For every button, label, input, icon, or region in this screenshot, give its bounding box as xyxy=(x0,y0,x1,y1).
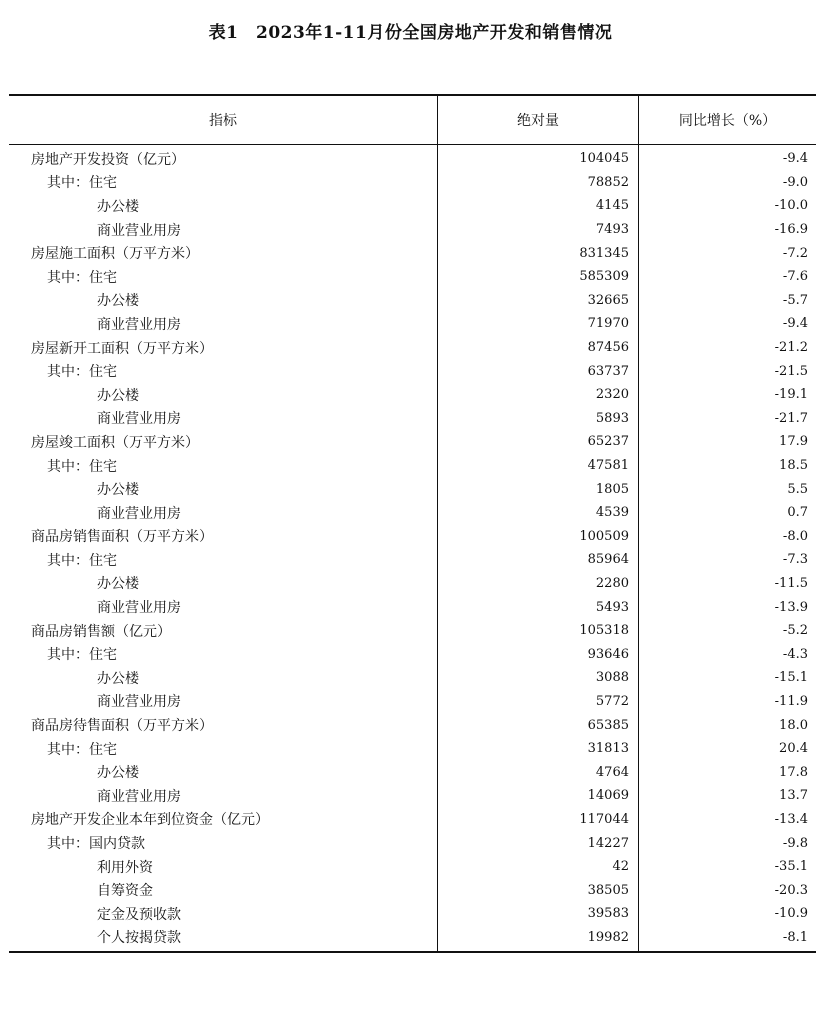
row-label: 办公楼 xyxy=(97,198,139,215)
row-label: 利用外资 xyxy=(97,859,153,876)
row-yoy-change: -11.9 xyxy=(774,693,808,709)
row-absolute-value: 105318 xyxy=(579,623,629,639)
table-row xyxy=(9,878,816,902)
row-label: 商业营业用房 xyxy=(97,316,181,333)
row-label: 自筹资金 xyxy=(97,883,153,900)
row-yoy-change: -11.5 xyxy=(774,575,808,591)
row-label: 办公楼 xyxy=(97,576,139,593)
row-absolute-value: 65237 xyxy=(587,434,629,450)
row-yoy-change: -7.6 xyxy=(782,269,808,285)
header-yoy: 同比增长（%） xyxy=(678,113,777,129)
row-yoy-change: -35.1 xyxy=(774,859,808,875)
table-row xyxy=(9,713,816,737)
row-absolute-value: 4145 xyxy=(595,198,629,214)
row-absolute-value: 4539 xyxy=(595,505,629,521)
table-row xyxy=(9,383,816,407)
row-yoy-change: -21.7 xyxy=(774,410,808,426)
row-label: 其中：住宅 xyxy=(47,458,117,475)
row-absolute-value: 117044 xyxy=(579,811,629,827)
table-row xyxy=(9,147,816,171)
row-label: 办公楼 xyxy=(97,670,139,687)
row-yoy-change: -5.2 xyxy=(782,623,808,639)
row-label: 其中：住宅 xyxy=(47,647,117,664)
row-label: 商业营业用房 xyxy=(97,600,181,617)
row-label: 其中：国内贷款 xyxy=(47,836,145,853)
row-absolute-value: 78852 xyxy=(587,174,629,190)
row-absolute-value: 3088 xyxy=(595,670,629,686)
row-yoy-change: -4.3 xyxy=(782,646,808,662)
table-row xyxy=(9,926,816,950)
row-yoy-change: 0.7 xyxy=(787,505,808,521)
row-yoy-change: 20.4 xyxy=(779,741,808,757)
row-label: 定金及预收款 xyxy=(97,906,181,923)
column-divider xyxy=(437,145,438,951)
row-label: 个人按揭贷款 xyxy=(97,930,181,947)
row-yoy-change: 18.5 xyxy=(779,458,808,474)
row-yoy-change: -9.8 xyxy=(782,835,808,851)
table-row xyxy=(9,737,816,761)
row-yoy-change: -19.1 xyxy=(774,387,808,403)
row-yoy-change: -5.7 xyxy=(782,292,808,308)
row-label: 其中：住宅 xyxy=(47,175,117,192)
row-yoy-change: -21.2 xyxy=(774,340,808,356)
row-yoy-change: 13.7 xyxy=(779,788,808,804)
table-row xyxy=(9,902,816,926)
row-yoy-change: 18.0 xyxy=(779,717,808,733)
row-absolute-value: 1805 xyxy=(595,481,629,497)
row-yoy-change: -10.0 xyxy=(774,198,808,214)
row-yoy-change: -13.9 xyxy=(774,599,808,615)
row-label: 商业营业用房 xyxy=(97,222,181,239)
row-absolute-value: 47581 xyxy=(587,458,629,474)
row-yoy-change: 5.5 xyxy=(787,481,808,497)
table-row xyxy=(9,666,816,690)
row-yoy-change: -15.1 xyxy=(774,670,808,686)
row-label: 房地产开发投资（亿元） xyxy=(31,151,185,168)
table-row xyxy=(9,289,816,313)
row-label: 办公楼 xyxy=(97,765,139,782)
table-row xyxy=(9,595,816,619)
table-row xyxy=(9,336,816,360)
row-label: 商业营业用房 xyxy=(97,411,181,428)
table-row xyxy=(9,784,816,808)
table-body xyxy=(9,145,816,951)
table-row xyxy=(9,548,816,572)
row-yoy-change: -8.1 xyxy=(782,929,808,945)
row-yoy-change: -9.4 xyxy=(782,316,808,332)
table-row xyxy=(9,454,816,478)
row-absolute-value: 19982 xyxy=(587,929,629,945)
table-row xyxy=(9,760,816,784)
table-row xyxy=(9,501,816,525)
row-label: 房屋新开工面积（万平方米） xyxy=(31,340,213,357)
row-absolute-value: 32665 xyxy=(587,292,629,308)
table-row xyxy=(9,855,816,879)
row-label: 房屋施工面积（万平方米） xyxy=(31,246,199,263)
row-label: 办公楼 xyxy=(97,482,139,499)
table-row xyxy=(9,218,816,242)
table-row xyxy=(9,430,816,454)
row-absolute-value: 7493 xyxy=(595,222,629,238)
row-yoy-change: -7.3 xyxy=(782,552,808,568)
row-absolute-value: 14227 xyxy=(587,835,629,851)
table-row xyxy=(9,477,816,501)
row-absolute-value: 38505 xyxy=(587,882,629,898)
row-absolute-value: 85964 xyxy=(587,552,629,568)
row-absolute-value: 585309 xyxy=(579,269,629,285)
row-absolute-value: 100509 xyxy=(579,528,629,544)
row-yoy-change: -9.4 xyxy=(782,151,808,167)
table-row xyxy=(9,241,816,265)
table-row xyxy=(9,831,816,855)
row-label: 其中：住宅 xyxy=(47,552,117,569)
row-absolute-value: 831345 xyxy=(579,245,629,261)
row-yoy-change: -8.0 xyxy=(782,528,808,544)
header-indicator: 指标 xyxy=(9,96,438,144)
row-absolute-value: 5772 xyxy=(595,693,629,709)
row-absolute-value: 4764 xyxy=(595,764,629,780)
row-label: 办公楼 xyxy=(97,293,139,310)
column-divider xyxy=(638,145,639,951)
row-label: 房地产开发企业本年到位资金（亿元） xyxy=(31,812,269,829)
row-absolute-value: 93646 xyxy=(587,646,629,662)
row-label: 商业营业用房 xyxy=(97,788,181,805)
row-absolute-value: 63737 xyxy=(587,363,629,379)
row-absolute-value: 87456 xyxy=(587,340,629,356)
row-absolute-value: 2320 xyxy=(595,387,629,403)
row-label: 商业营业用房 xyxy=(97,505,181,522)
row-label: 商业营业用房 xyxy=(97,694,181,711)
row-yoy-change: -13.4 xyxy=(774,811,808,827)
row-label: 办公楼 xyxy=(97,387,139,404)
table-row xyxy=(9,194,816,218)
row-label: 其中：住宅 xyxy=(47,364,117,381)
row-label: 商品房销售额（亿元） xyxy=(31,623,171,640)
row-label: 商品房销售面积（万平方米） xyxy=(31,529,213,546)
table-row xyxy=(9,171,816,195)
table-row xyxy=(9,407,816,431)
table-row xyxy=(9,690,816,714)
table-row xyxy=(9,525,816,549)
table-row xyxy=(9,808,816,832)
table-row xyxy=(9,642,816,666)
row-yoy-change: -9.0 xyxy=(782,174,808,190)
row-absolute-value: 65385 xyxy=(587,717,629,733)
row-absolute-value: 104045 xyxy=(579,151,629,167)
row-label: 其中：住宅 xyxy=(47,269,117,286)
table-header xyxy=(9,96,816,145)
row-yoy-change: 17.9 xyxy=(779,434,808,450)
header-absolute: 绝对量 xyxy=(438,96,639,144)
row-absolute-value: 31813 xyxy=(587,741,629,757)
row-label: 其中：住宅 xyxy=(47,741,117,758)
row-absolute-value: 5893 xyxy=(595,410,629,426)
row-yoy-change: -20.3 xyxy=(774,882,808,898)
row-label: 商品房待售面积（万平方米） xyxy=(31,718,213,735)
row-absolute-value: 5493 xyxy=(595,599,629,615)
row-yoy-change: -21.5 xyxy=(774,363,808,379)
row-absolute-value: 2280 xyxy=(595,575,629,591)
row-yoy-change: 17.8 xyxy=(779,764,808,780)
table-row xyxy=(9,572,816,596)
table-row xyxy=(9,619,816,643)
data-table xyxy=(9,94,816,953)
table-row xyxy=(9,265,816,289)
row-absolute-value: 14069 xyxy=(587,788,629,804)
row-absolute-value: 42 xyxy=(612,859,629,875)
row-yoy-change: -7.2 xyxy=(782,245,808,261)
table-row xyxy=(9,312,816,336)
table-title: 表1 2023年1-11月份全国房地产开发和销售情况 xyxy=(208,23,613,43)
row-absolute-value: 39583 xyxy=(587,906,629,922)
row-yoy-change: -16.9 xyxy=(774,222,808,238)
table-row xyxy=(9,359,816,383)
row-yoy-change: -10.9 xyxy=(774,906,808,922)
row-label: 房屋竣工面积（万平方米） xyxy=(31,434,199,451)
row-absolute-value: 71970 xyxy=(587,316,629,332)
